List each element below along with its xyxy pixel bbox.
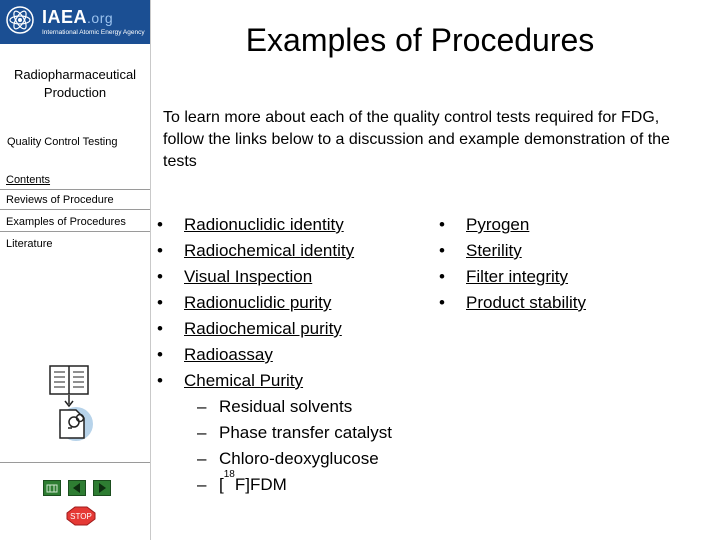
intro-text: To learn more about each of the quality control tests required for FDG, follow the links below to a discussion and example demonstration of the tests: [163, 109, 670, 170]
radionuclidic-purity-link[interactable]: Radionuclidic purity: [184, 293, 332, 312]
logo-wordmark: IAEA.org: [42, 7, 114, 27]
sterility-link[interactable]: Sterility: [466, 241, 522, 260]
divider: [0, 462, 150, 463]
stop-button[interactable]: [66, 506, 96, 526]
radiochemical-identity-link[interactable]: Radiochemical identity: [184, 241, 355, 260]
list-item: [157, 212, 354, 238]
dash: –: [197, 475, 207, 494]
filter-integrity-link[interactable]: Filter integrity: [466, 267, 569, 286]
bullet: •: [439, 241, 445, 260]
logo-subtitle: International Atomic Energy Agency: [42, 29, 145, 36]
radioassay-link[interactable]: Radioassay: [184, 345, 273, 364]
bullet: •: [157, 267, 163, 286]
nav-reviews-link[interactable]: Reviews of Procedure: [6, 194, 114, 206]
divider: [0, 189, 150, 190]
sub-item-label: [$^{18}$F]FDM: [219, 469, 287, 494]
nav-contents-link[interactable]: Contents: [6, 174, 51, 186]
page-title: Examples of Procedures: [245, 22, 595, 58]
list-item: [157, 238, 354, 264]
bullet: •: [157, 241, 163, 260]
bullet: •: [439, 215, 445, 234]
dash: –: [197, 423, 207, 442]
radiochemical-purity-link[interactable]: Radiochemical purity: [184, 319, 342, 338]
bullet: •: [157, 293, 163, 312]
dash: –: [197, 397, 207, 416]
chemical-purity-link[interactable]: Chemical Purity: [184, 371, 304, 390]
atom-logo-icon: [5, 5, 35, 35]
list-item: [157, 290, 354, 316]
nav-literature-link[interactable]: Literature: [6, 238, 53, 250]
divider: [0, 209, 150, 210]
divider: [0, 231, 150, 232]
list-item: [439, 238, 586, 264]
section-title: Radiopharmaceutical Production: [13, 67, 137, 100]
stop-label: STOP: [70, 512, 92, 521]
bullet: •: [157, 319, 163, 338]
list-item: [439, 290, 586, 316]
arrow-left-icon: [69, 481, 85, 495]
home-icon: [44, 481, 60, 495]
iaea-logo: [0, 0, 150, 44]
qc-tests-list-right: [439, 212, 586, 316]
list-item: [157, 316, 354, 342]
bullet: •: [157, 215, 163, 234]
list-item: [439, 212, 586, 238]
sub-item-label: Chloro-deoxyglucose: [219, 449, 379, 468]
bullet: •: [439, 267, 445, 286]
nav-examples-link[interactable]: Examples of Procedures: [6, 216, 126, 228]
sidebar: [0, 0, 150, 540]
list-item: [157, 264, 354, 290]
qc-tests-list-left: [157, 212, 354, 394]
list-item: [197, 394, 392, 420]
arrow-right-icon: [94, 481, 110, 495]
sub-item-label: Residual solvents: [219, 397, 353, 416]
home-button[interactable]: [43, 480, 61, 496]
next-button[interactable]: [93, 480, 111, 496]
chemical-purity-sublist: [197, 394, 392, 498]
sub-item-label: Phase transfer catalyst: [219, 423, 392, 442]
visual-inspection-link[interactable]: Visual Inspection: [184, 267, 313, 286]
sidebar-divider: [150, 0, 151, 540]
previous-button[interactable]: [68, 480, 86, 496]
bullet: •: [157, 345, 163, 364]
list-item: [439, 264, 586, 290]
book-flask-icon: [46, 362, 96, 442]
radionuclidic-identity-link[interactable]: Radionuclidic identity: [184, 215, 344, 234]
bullet: •: [157, 371, 163, 390]
list-item: [197, 469, 392, 498]
bullet: •: [439, 293, 445, 312]
list-item: [157, 342, 354, 368]
dash: –: [197, 449, 207, 468]
list-item: [197, 420, 392, 446]
pyrogen-link[interactable]: Pyrogen: [466, 215, 530, 234]
sidebar-subtitle: Quality Control Testing: [7, 136, 118, 148]
list-item: [157, 368, 354, 394]
product-stability-link[interactable]: Product stability: [466, 293, 586, 312]
